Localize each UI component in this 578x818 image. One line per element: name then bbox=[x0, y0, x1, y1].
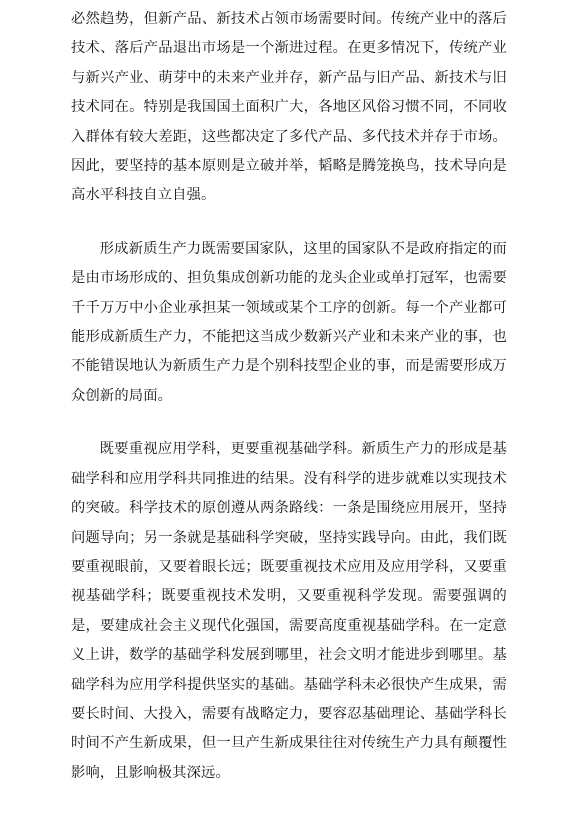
paragraph-basic-and-applied-disciplines: 既要重视应用学科，更要重视基础学科。新质生产力的形成是基础学科和应用学科共同推进的结果。没有科学的进步就难以实现技术的突破。科学技术的原创遵从两条路线：一条是围绕应用展开，坚持问题导向；另一条就是基础科学突破，坚持实践导向。由此，我们既要重视眼前，又要着眼长远；既要重视技术应用及应用学科，又要重视基础学科；既要重视技术发明，又要重视科学发现。需要强调的是，要建成社会主义现代化强国，需要高度重视基础学科。在一定意义上讲，数学的基础学科发展到哪里，社会文明才能进步到哪里。基础学科为应用学科提供坚实的基础。基础学科未必很快产生成果，需要长时间、大投入，需要有战略定力，要容忍基础理论、基础学科长时间不产生新成果，但一旦产生新成果往往对传统生产力具有颠覆性影响，且影响极其深远。 bbox=[71, 441, 507, 781]
paragraph-continuation: 必然趋势，但新产品、新技术占领市场需要时间。传统产业中的落后技术、落后产品退出市场是一个渐进过程。在更多情况下，传统产业与新兴产业、萌芽中的未来产业并存，新产品与旧产品、新技术与旧技术同在。特别是我国国土面积广大，各地区风俗习惯不同，不同收入群体有较大差距，这些都决定了多代产品、多代技术并存于市场。因此，要坚持的基本原则是立破并举，韬略是腾笼换鸟，技术导向是高水平科技自立自强。 bbox=[71, 11, 507, 204]
paragraph-new-quality-productivity-actors: 形成新质生产力既需要国家队，这里的国家队不是政府指定的而是由市场形成的、担负集成创新功能的龙头企业或单打冠军，也需要千千万万中小企业承担某一领域或某个工序的创新。每一个产业都可能形成新质生产力，不能把这当成少数新兴产业和未来产业的事，也不能错误地认为新质生产力是个别科技型企业的事，而是需要形成万众创新的局面。 bbox=[71, 240, 507, 404]
